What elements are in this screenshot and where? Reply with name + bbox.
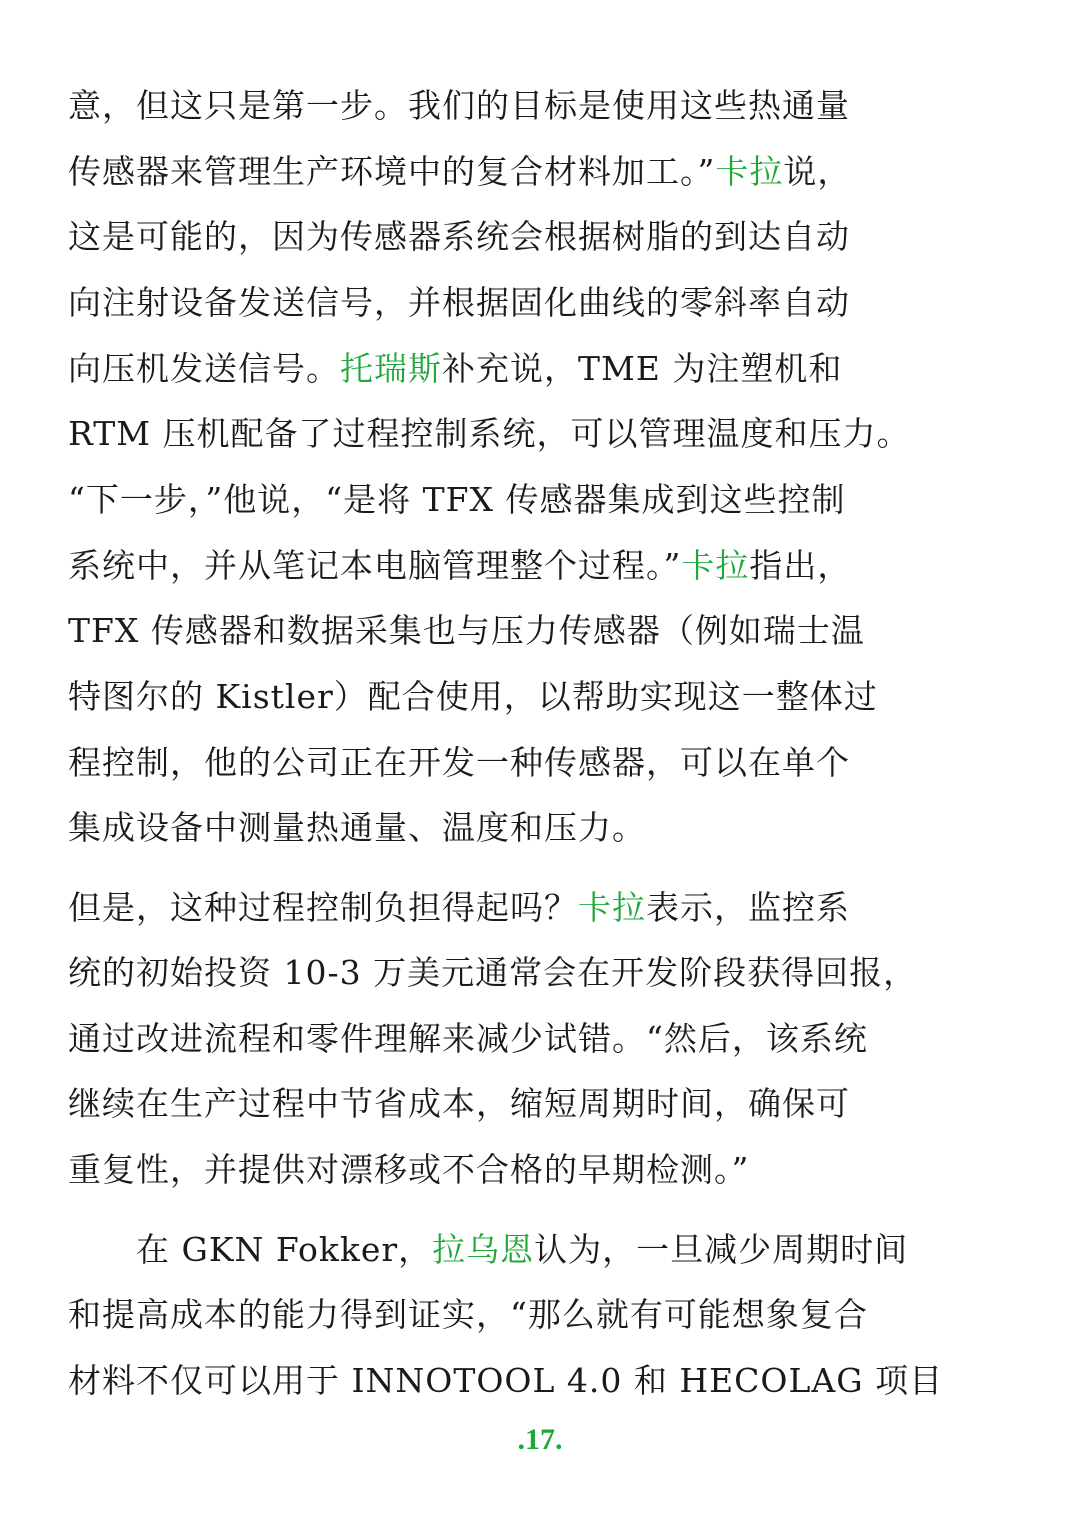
text-line <box>68 533 1018 599</box>
text-segment: 材料不仅可以用于 INNOTOOL 4.0 和 HECOLAG 项目 <box>68 1361 944 1400</box>
text-segment: 指出， <box>749 546 852 585</box>
text-line <box>68 1217 1018 1283</box>
text-line <box>68 336 1018 402</box>
text-segment: 意，但这只是第一步。我们的目标是使用这些热通量 <box>68 86 850 125</box>
text-line <box>68 875 1018 941</box>
text-line <box>68 270 1018 336</box>
text-line <box>68 467 1018 533</box>
text-line <box>68 204 1018 270</box>
text-segment: 在 GKN Fokker， <box>68 1230 433 1269</box>
text-line <box>68 730 1018 796</box>
text-segment: 向注射设备发送信号，并根据固化曲线的零斜率自动 <box>68 283 850 322</box>
highlighted-name: 拉乌恩 <box>432 1230 535 1269</box>
text-segment: 传感器来管理生产环境中的复合材料加工。” <box>68 152 716 191</box>
text-line <box>68 1348 1018 1414</box>
text-segment: “下一步，”他说，“是将 TFX 传感器集成到这些控制 <box>68 480 846 519</box>
text-segment: 但是，这种过程控制负担得起吗？ <box>68 888 578 927</box>
text-segment: TFX 传感器和数据采集也与压力传感器（例如瑞士温 <box>68 611 865 650</box>
text-segment: RTM 压机配备了过程控制系统，可以管理温度和压力。 <box>68 414 911 453</box>
highlighted-name: 托瑞斯 <box>340 349 442 388</box>
text-segment: 通过改进流程和零件理解来减少试错。“然后，该系统 <box>68 1019 868 1058</box>
text-segment: 集成设备中测量热通量、温度和压力。 <box>68 808 646 847</box>
text-line <box>68 139 1018 205</box>
text-line <box>68 664 1018 730</box>
text-segment: 说， <box>783 152 852 191</box>
text-line <box>68 598 1018 664</box>
text-line <box>68 73 1018 139</box>
text-segment: 继续在生产过程中节省成本，缩短周期时间，确保可 <box>68 1084 850 1123</box>
text-segment: 系统中，并从笔记本电脑管理整个过程。” <box>68 546 682 585</box>
text-line <box>68 1006 1018 1072</box>
text-segment: 补充说，TME 为注塑机和 <box>442 349 843 388</box>
text-segment: 特图尔的 Kistler）配合使用，以帮助实现这一整体过 <box>68 677 878 716</box>
text-segment: 向压机发送信号。 <box>68 349 340 388</box>
text-line <box>68 1282 1018 1348</box>
text-segment: 程控制，他的公司正在开发一种传感器，可以在单个 <box>68 743 850 782</box>
text-segment: 表示，监控系 <box>646 888 850 927</box>
text-line <box>68 1137 1018 1203</box>
highlighted-name: 卡拉 <box>681 546 750 585</box>
text-segment: 认为，一旦减少周期时间 <box>534 1230 909 1269</box>
page-number: .17. <box>517 1423 563 1456</box>
highlighted-name: 卡拉 <box>578 888 646 927</box>
text-segment: 和提高成本的能力得到证实，“那么就有可能想象复合 <box>68 1295 868 1334</box>
text-line <box>68 401 1018 467</box>
text-segment: 这是可能的，因为传感器系统会根据树脂的到达自动 <box>68 217 850 256</box>
text-segment: 重复性，并提供对漂移或不合格的早期检测。” <box>68 1150 750 1189</box>
text-line <box>68 795 1018 861</box>
text-segment: 统的初始投资 10-3 万美元通常会在开发阶段获得回报， <box>68 953 918 992</box>
highlighted-name: 卡拉 <box>715 152 784 191</box>
text-line <box>68 940 1018 1006</box>
text-line <box>68 1071 1018 1137</box>
